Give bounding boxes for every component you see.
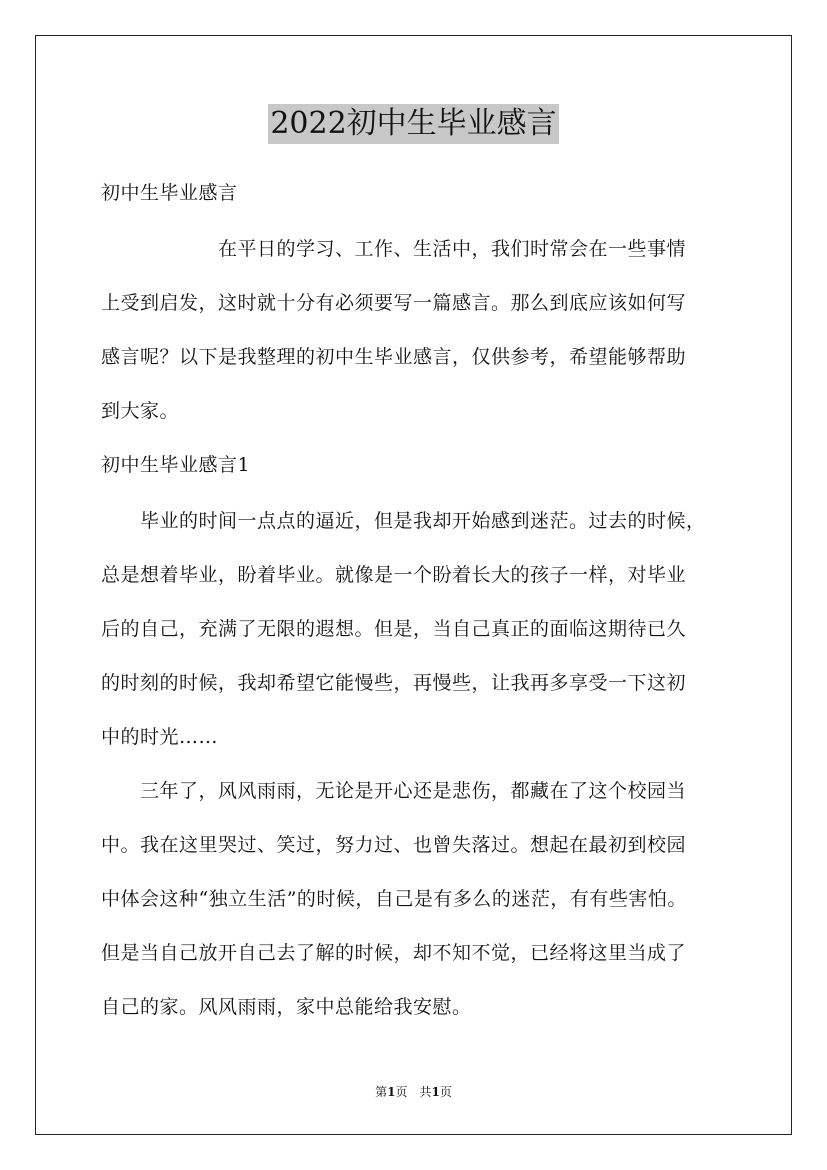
document-body [101,178,731,1046]
text-line: 毕业的时间一点点的逼近，但是我却开始感到迷茫。过去的时候， [101,510,706,532]
text-line: 但是当自己放开自己去了解的时候，却不知不觉，已经将这里当成了 [101,942,687,964]
footer-prefix: 第 [375,1085,388,1099]
document-title: 2022初中生毕业感言 [268,104,558,144]
text-line: 后的自己，充满了无限的遐想。但是，当自己真正的面临这期待已久 [101,618,687,640]
text-line: 三年了，风风雨雨，无论是开心还是悲伤，都藏在了这个校园当 [101,780,687,802]
page-footer [0,1084,827,1100]
text-line: 到大家。 [101,400,180,422]
section-heading: 初中生毕业感言 [101,182,238,204]
text-line: 中的时光…… [101,726,219,748]
text-line: 的时刻的时候，我却希望它能慢些，再慢些，让我再多享受一下这初 [101,672,687,694]
text-line: 在平日的学习、工作、生活中，我们时常会在一些事情 [101,238,687,260]
footer-mid: 页 共 [395,1085,432,1099]
text-line: 上受到启发，这时就十分有必须要写一篇感言。那么到底应该如何写 [101,292,687,314]
text-line: 感言呢？以下是我整理的初中生毕业感言，仅供参考，希望能够帮助 [101,346,687,368]
footer-suffix: 页 [439,1085,452,1099]
text-line: 中。我在这里哭过、笑过，努力过、也曾失落过。想起在最初到校园 [101,834,687,856]
title-container [0,104,827,144]
footer-page-total: 1 [431,1085,440,1099]
text-line: 总是想着毕业，盼着毕业。就像是一个盼着长大的孩子一样，对毕业 [101,564,687,586]
text-line: 自己的家。风风雨雨，家中总能给我安慰。 [101,996,472,1018]
footer-page-number: 1 [387,1085,396,1099]
text-line: 中体会这种“独立生活”的时候，自己是有多么的迷茫，有有些害怕。 [101,888,687,910]
section-heading: 初中生毕业感言1 [101,454,251,476]
